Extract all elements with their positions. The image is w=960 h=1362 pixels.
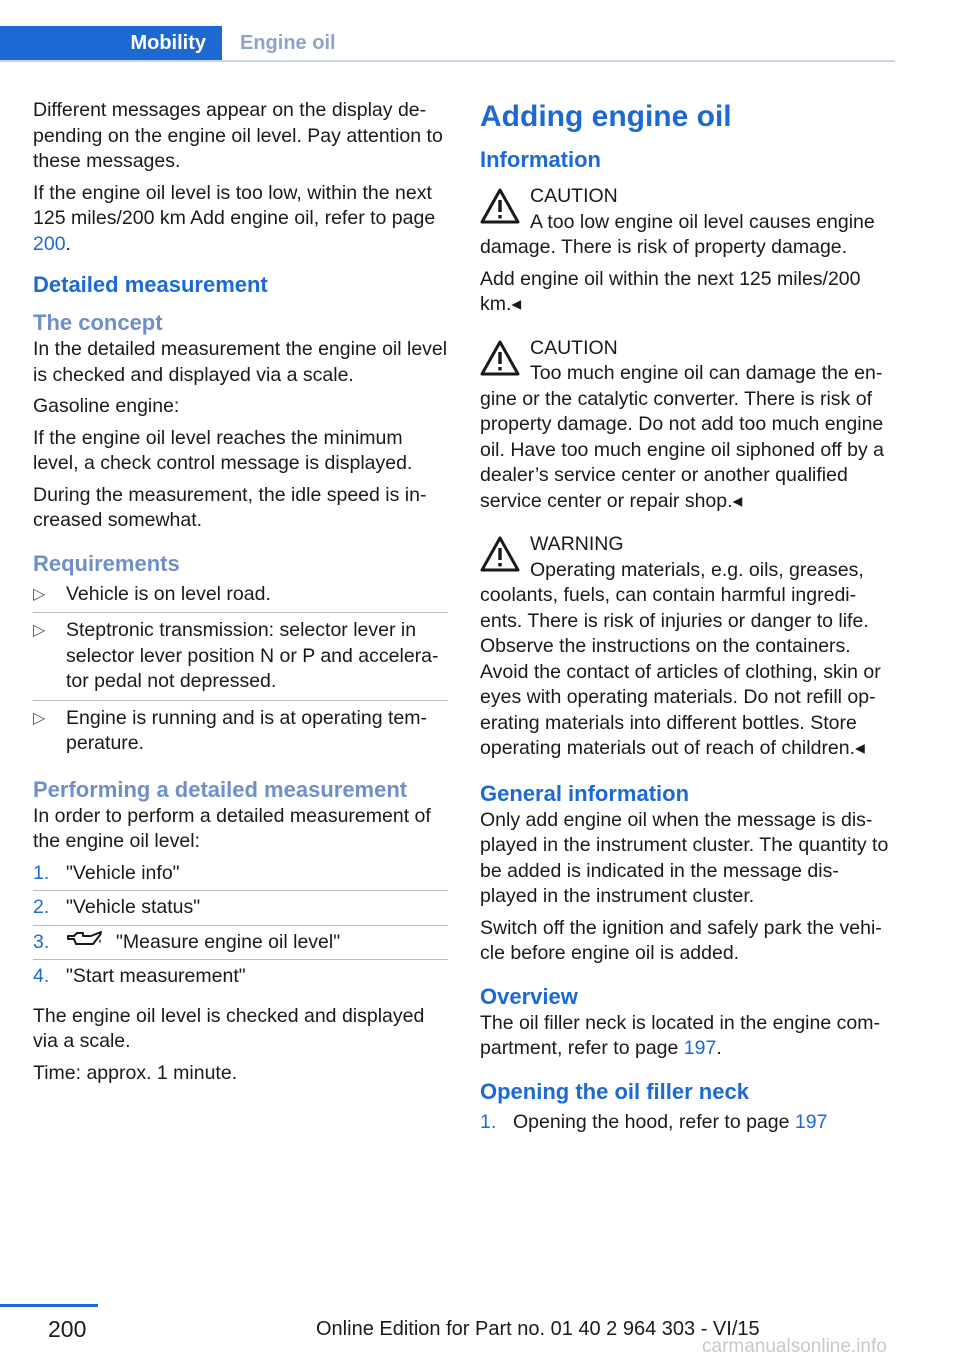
requirements-list (33, 582, 448, 762)
heading-detailed-measurement: Detailed measurement (33, 272, 268, 297)
triangle-bullet-icon: ▷ (33, 709, 46, 727)
intro-paragraph-2: If the engine oil level is too low, within the next 125 miles/200 km Add engine oil, refer to page 200. (33, 181, 436, 255)
warning-triangle-icon (480, 188, 520, 224)
left-column (33, 98, 448, 1092)
caution-extra-text: Add engine oil within the next 125 miles/200 km.◂ (480, 267, 861, 315)
intro-paragraph: Different messages appear on the display de-pending on the engine oil level. Pay attention to these messages. (33, 99, 443, 172)
heading-general-information: General information (480, 780, 690, 806)
warning-title: WARNING (530, 533, 624, 555)
list-item: ▷ Steptronic transmission: selector lever in selector lever position N or P and accelera-tor pedal not depressed. (33, 618, 448, 701)
heading-adding-engine-oil: Adding engine oil (480, 100, 732, 133)
heading-opening-oil-filler-neck: Opening the oil filler neck (480, 1078, 749, 1104)
caution-box-1 (480, 184, 895, 318)
caution-text-first-line: Too much engine oil can damage the en- (530, 362, 883, 384)
list-item: 2. "Vehicle status" (33, 895, 448, 926)
overview-paragraph: The oil filler neck is located in the engine com-partment, refer to page 197. (480, 1011, 880, 1059)
general-paragraph-2: Switch off the ignition and safely park the vehi-cle before engine oil is added. (480, 916, 882, 964)
page-link-197[interactable]: 197 (683, 1037, 717, 1059)
caution-title: CAUTION (530, 336, 618, 359)
watermark: carmanualsonline.info (702, 1336, 887, 1357)
list-item: 1. "Vehicle info" (33, 861, 448, 892)
concept-paragraph-2: Gasoline engine: (33, 395, 180, 417)
heading-overview: Overview (480, 983, 578, 1009)
triangle-bullet-icon: ▷ (33, 622, 46, 639)
concept-paragraph-4: During the measurement, the idle speed is in-creased somewhat. (33, 483, 427, 531)
list-item: ▷ Vehicle is on level road. (33, 582, 448, 614)
warning-triangle-icon (480, 340, 520, 376)
caution-box-2 (480, 336, 895, 515)
heading-information: Information (480, 147, 601, 172)
heading-performing-measurement: Performing a detailed measurement (33, 776, 408, 802)
list-item: 3. "Measure engine oil level" (33, 930, 448, 961)
warning-text: coolants, fuels, can contain harmful ingredi-ents. There is risk of injuries or danger to life. Observe the instructions on the containers. Avoid the contact of articles of clothing, skin or eyes with operating materials. Do not refill op-erating materials into different bottles. Store operating materials out of reach of children.◂ (480, 584, 881, 759)
performing-paragraph: In order to perform a detailed measurement of the engine oil level: (33, 804, 431, 852)
right-column (480, 98, 895, 1149)
caution-text: damage. There is risk of property damage. (480, 236, 848, 258)
result-paragraph: The engine oil level is checked and displayed via a scale. (33, 1004, 425, 1053)
warning-text-first-line: Operating materials, e.g. oils, greases, (530, 558, 864, 581)
time-paragraph: Time: approx. 1 minute. (33, 1061, 238, 1084)
warning-box (480, 532, 895, 762)
opening-steps-list (480, 1110, 895, 1140)
page-header (0, 0, 895, 62)
concept-paragraph-3: If the engine oil level reaches the minimum level, a check control message is displayed. (33, 426, 413, 474)
list-item: 1. Opening the hood, refer to page 197 (480, 1110, 828, 1133)
page-link-200[interactable]: 200 (33, 232, 66, 255)
concept-paragraph-1: In the detailed measurement the engine oil level is checked and displayed via a scale. (33, 338, 448, 386)
warning-triangle-icon (480, 536, 520, 572)
steps-list (33, 861, 448, 994)
header-divider (0, 60, 895, 62)
general-paragraph-1: Only add engine oil when the message is dis-played in the instrument cluster. The quantity to be added is indicated in the message dis-played in the instrument cluster. (480, 808, 889, 907)
oil-can-icon (66, 930, 104, 956)
list-item: ▷ Engine is running and is at operating tem-perature. (33, 706, 427, 754)
triangle-bullet-icon: ▷ (33, 585, 46, 603)
page-number: 200 (48, 1316, 87, 1342)
caution-text-first-line: A too low engine oil level causes engine (530, 210, 875, 233)
heading-the-concept: The concept (33, 310, 163, 335)
section-tab-engine-oil[interactable]: Engine oil (240, 32, 336, 54)
page-link-197[interactable]: 197 (794, 1110, 828, 1133)
list-item: 4. "Start measurement" (33, 965, 246, 988)
heading-requirements: Requirements (33, 550, 180, 576)
caution-text: gine or the catalytic converter. There is risk of property damage. Do not add too much engine oil. Have too much engine oil siphoned off by a dealer’s service center or another qualified service center or repair shop.◂ (480, 387, 884, 512)
edition-text: Online Edition for Part no. 01 40 2 964 303 - VI/15 (316, 1318, 760, 1340)
footer-divider (0, 1304, 98, 1307)
caution-title: CAUTION (530, 185, 618, 207)
section-tab-mobility[interactable]: Mobility (0, 26, 222, 61)
